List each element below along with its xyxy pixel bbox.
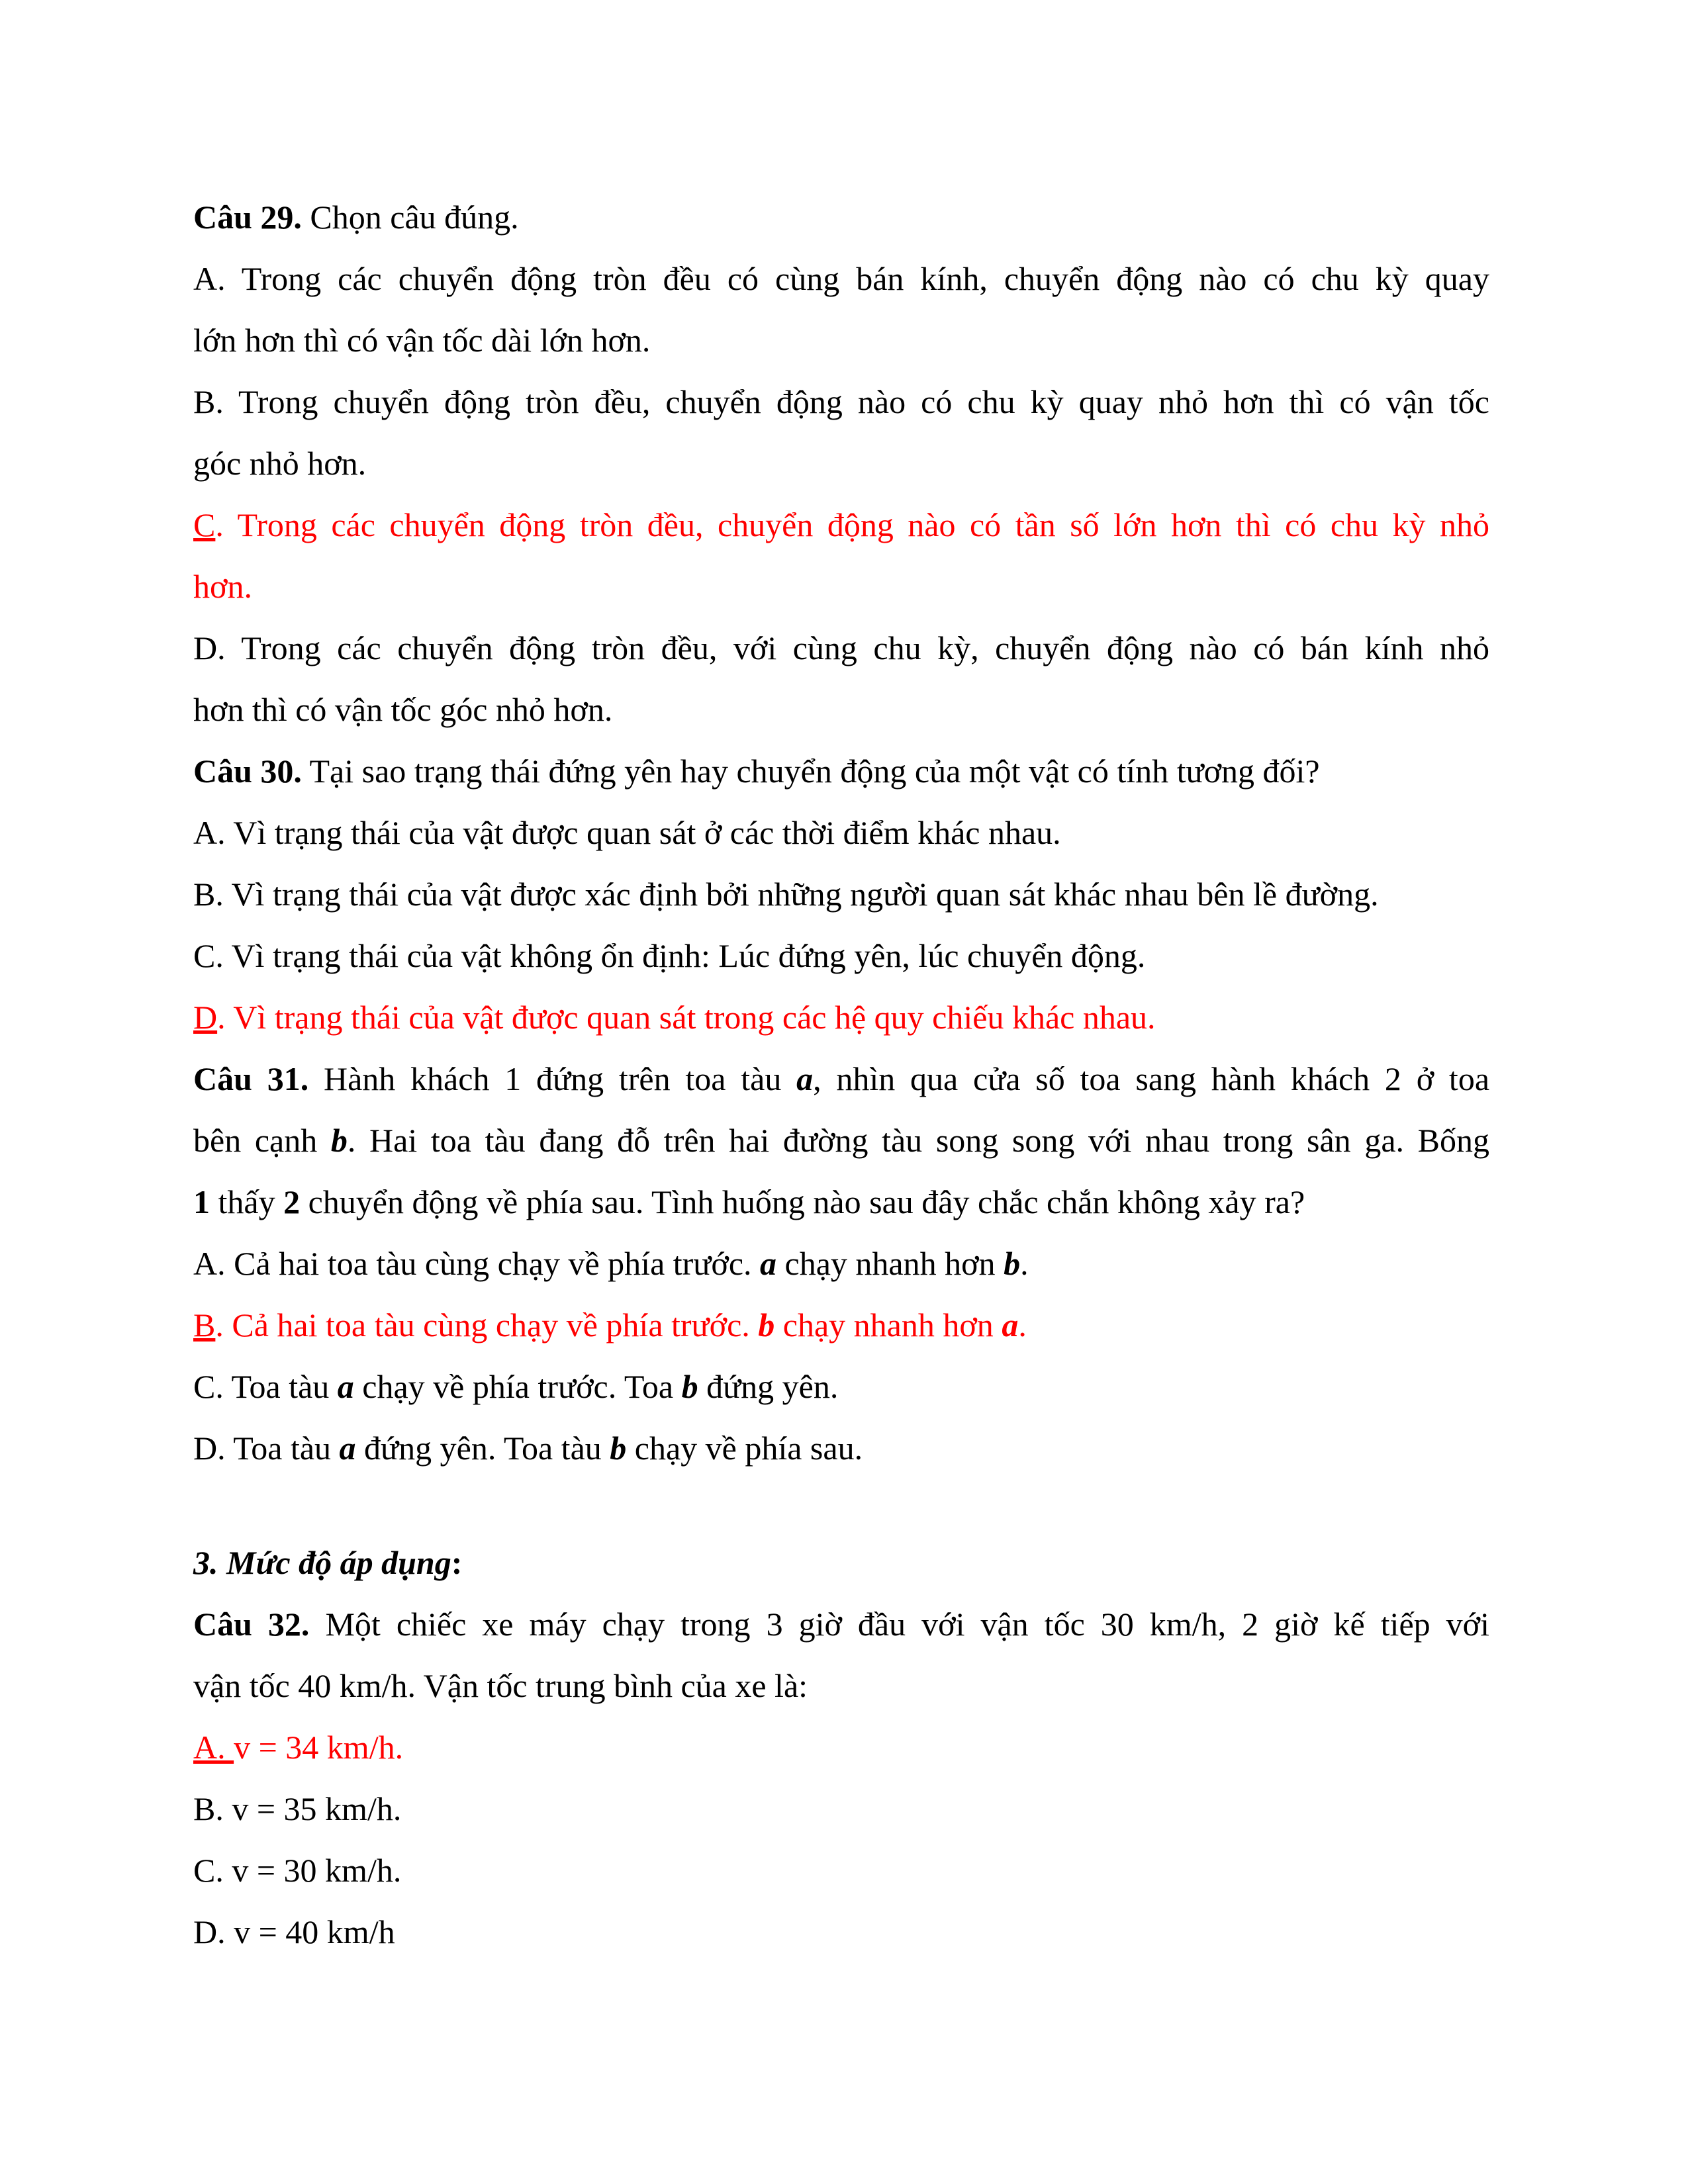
q29-option-c-text: . Trong các chuyển động tròn đều, chuyển động nào có tần số lớn hơn thì có chu kỳ nhỏ [215,506,1489,543]
section-spacer [193,1479,1489,1532]
q29-option-b-line1: B. Trong chuyển động tròn đều, chuyển động nào có chu kỳ quay nhỏ hơn thì có vận tốc [193,383,1489,420]
q29-option-c-line2: hơn. [193,568,252,605]
q31-option-a [193,1233,1489,1295]
q31-option-d [193,1418,1489,1479]
q29-option-d-line1: D. Trong các chuyển động tròn đều, với cùng chu kỳ, chuyển động nào có bán kính nhỏ [193,629,1489,666]
q32-stem-line1 [193,1594,1489,1655]
q31-a-text: A. Cả hai toa tàu cùng chạy về phía trước. [193,1245,761,1282]
q31-text: bên cạnh [193,1122,331,1159]
q30-stem-text: Tại sao trạng thái đứng yên hay chuyển động của một vật có tính tương đối? [301,752,1320,790]
q29-label: Câu 29. [193,199,302,236]
q31-c-var: a [337,1368,354,1405]
q31-c-text: đứng yên. [698,1368,839,1405]
q31-b-text: . [1018,1306,1027,1343]
section-title: 3. Mức độ áp dụng [193,1544,451,1581]
q31-text: chuyển động về phía sau. Tình huống nào sau đây chắc chắn không xảy ra? [300,1183,1305,1220]
q31-d-text: D. Toa tàu [193,1430,340,1467]
q31-a-text: chạy nhanh hơn [776,1245,1004,1282]
q31-a-var: a [760,1245,777,1282]
q30-option-c: C. Vì trạng thái của vật không ổn định: Lúc đứng yên, lúc chuyển động. [193,937,1146,974]
q31-text: , nhìn qua cửa số toa sang hành khách 2 ở toa [813,1060,1490,1097]
q32-stem-line2: vận tốc 40 km/h. Vận tốc trung bình của xe là: [193,1667,808,1704]
document-page [193,187,1489,1963]
q31-text: thấy [210,1183,284,1220]
q30-option-b: B. Vì trạng thái của vật được xác định bởi những người quan sát khác nhau bên lề đường. [193,876,1379,913]
q31-text: . Hai toa tàu đang đỗ trên hai đường tàu song song với nhau trong sân ga. Bống [347,1122,1490,1159]
section-colon: : [451,1544,463,1581]
q31-stem-line2 [193,1110,1489,1171]
q31-option-b [193,1295,1489,1356]
q29-option-c-line1 [193,494,1489,556]
q32-option-a-letter: A. [193,1729,234,1766]
q29-stem-text: Chọn câu đúng. [301,199,519,236]
q30-option-d [193,987,1489,1048]
q31-option-c [193,1356,1489,1418]
q31-a-var: b [1004,1245,1021,1282]
section-heading [193,1532,1489,1594]
q31-d-var: a [339,1430,356,1467]
q31-c-text: chạy về phía trước. Toa [353,1368,682,1405]
q31-a-text: . [1020,1245,1029,1282]
q32-stem-text: Một chiếc xe máy chạy trong 3 giờ đầu với vận tốc 30 km/h, 2 giờ kế tiếp với [309,1606,1489,1643]
q31-stem-line1 [193,1048,1489,1110]
q32-option-a [193,1717,1489,1778]
q31-d-text: đứng yên. Toa tàu [355,1430,610,1467]
q29-option-c-letter: C [193,506,216,543]
q29-option-a-line1: A. Trong các chuyển động tròn đều có cùng bán kính, chuyển động nào có chu kỳ quay [193,260,1489,297]
q31-b-var: b [758,1306,775,1343]
q32-option-a-text: v = 34 km/h. [234,1729,404,1766]
q31-var-a: a [796,1060,814,1097]
q32-label: Câu 32. [193,1606,310,1643]
q31-text: Hành khách 1 đứng trên toa tàu [308,1060,797,1097]
q31-b-var: a [1002,1306,1019,1343]
q30-stem [193,741,1489,802]
q31-b-text: chạy nhanh hơn [774,1306,1002,1343]
q30-option-d-text: . Vì trạng thái của vật được quan sát trong các hệ quy chiếu khác nhau. [217,999,1156,1036]
q31-option-b-letter: B [193,1306,216,1343]
q31-c-var: b [681,1368,698,1405]
q31-var-b: b [330,1122,348,1159]
q31-passenger-1: 1 [193,1183,210,1220]
q29-stem [193,187,1489,248]
q31-d-text: chạy về phía sau. [626,1430,863,1467]
q32-option-b: B. v = 35 km/h. [193,1790,402,1827]
q32-option-c: C. v = 30 km/h. [193,1852,402,1889]
q31-passenger-2: 2 [283,1183,301,1220]
q29-option-a-line2: lớn hơn thì có vận tốc dài lớn hơn. [193,322,651,359]
q31-b-text: . Cả hai toa tàu cùng chạy về phía trước. [215,1306,759,1343]
q30-option-d-letter: D [193,999,218,1036]
q32-option-d: D. v = 40 km/h [193,1913,395,1950]
q31-c-text: C. Toa tàu [193,1368,338,1405]
q30-option-a: A. Vì trạng thái của vật được quan sát ở các thời điểm khác nhau. [193,814,1061,851]
q31-label: Câu 31. [193,1060,309,1097]
q30-label: Câu 30. [193,752,302,790]
q29-option-b-line2: góc nhỏ hơn. [193,445,367,482]
q31-stem-line3 [193,1171,1489,1233]
q29-option-d-line2: hơn thì có vận tốc góc nhỏ hơn. [193,691,613,728]
q31-d-var: b [610,1430,627,1467]
